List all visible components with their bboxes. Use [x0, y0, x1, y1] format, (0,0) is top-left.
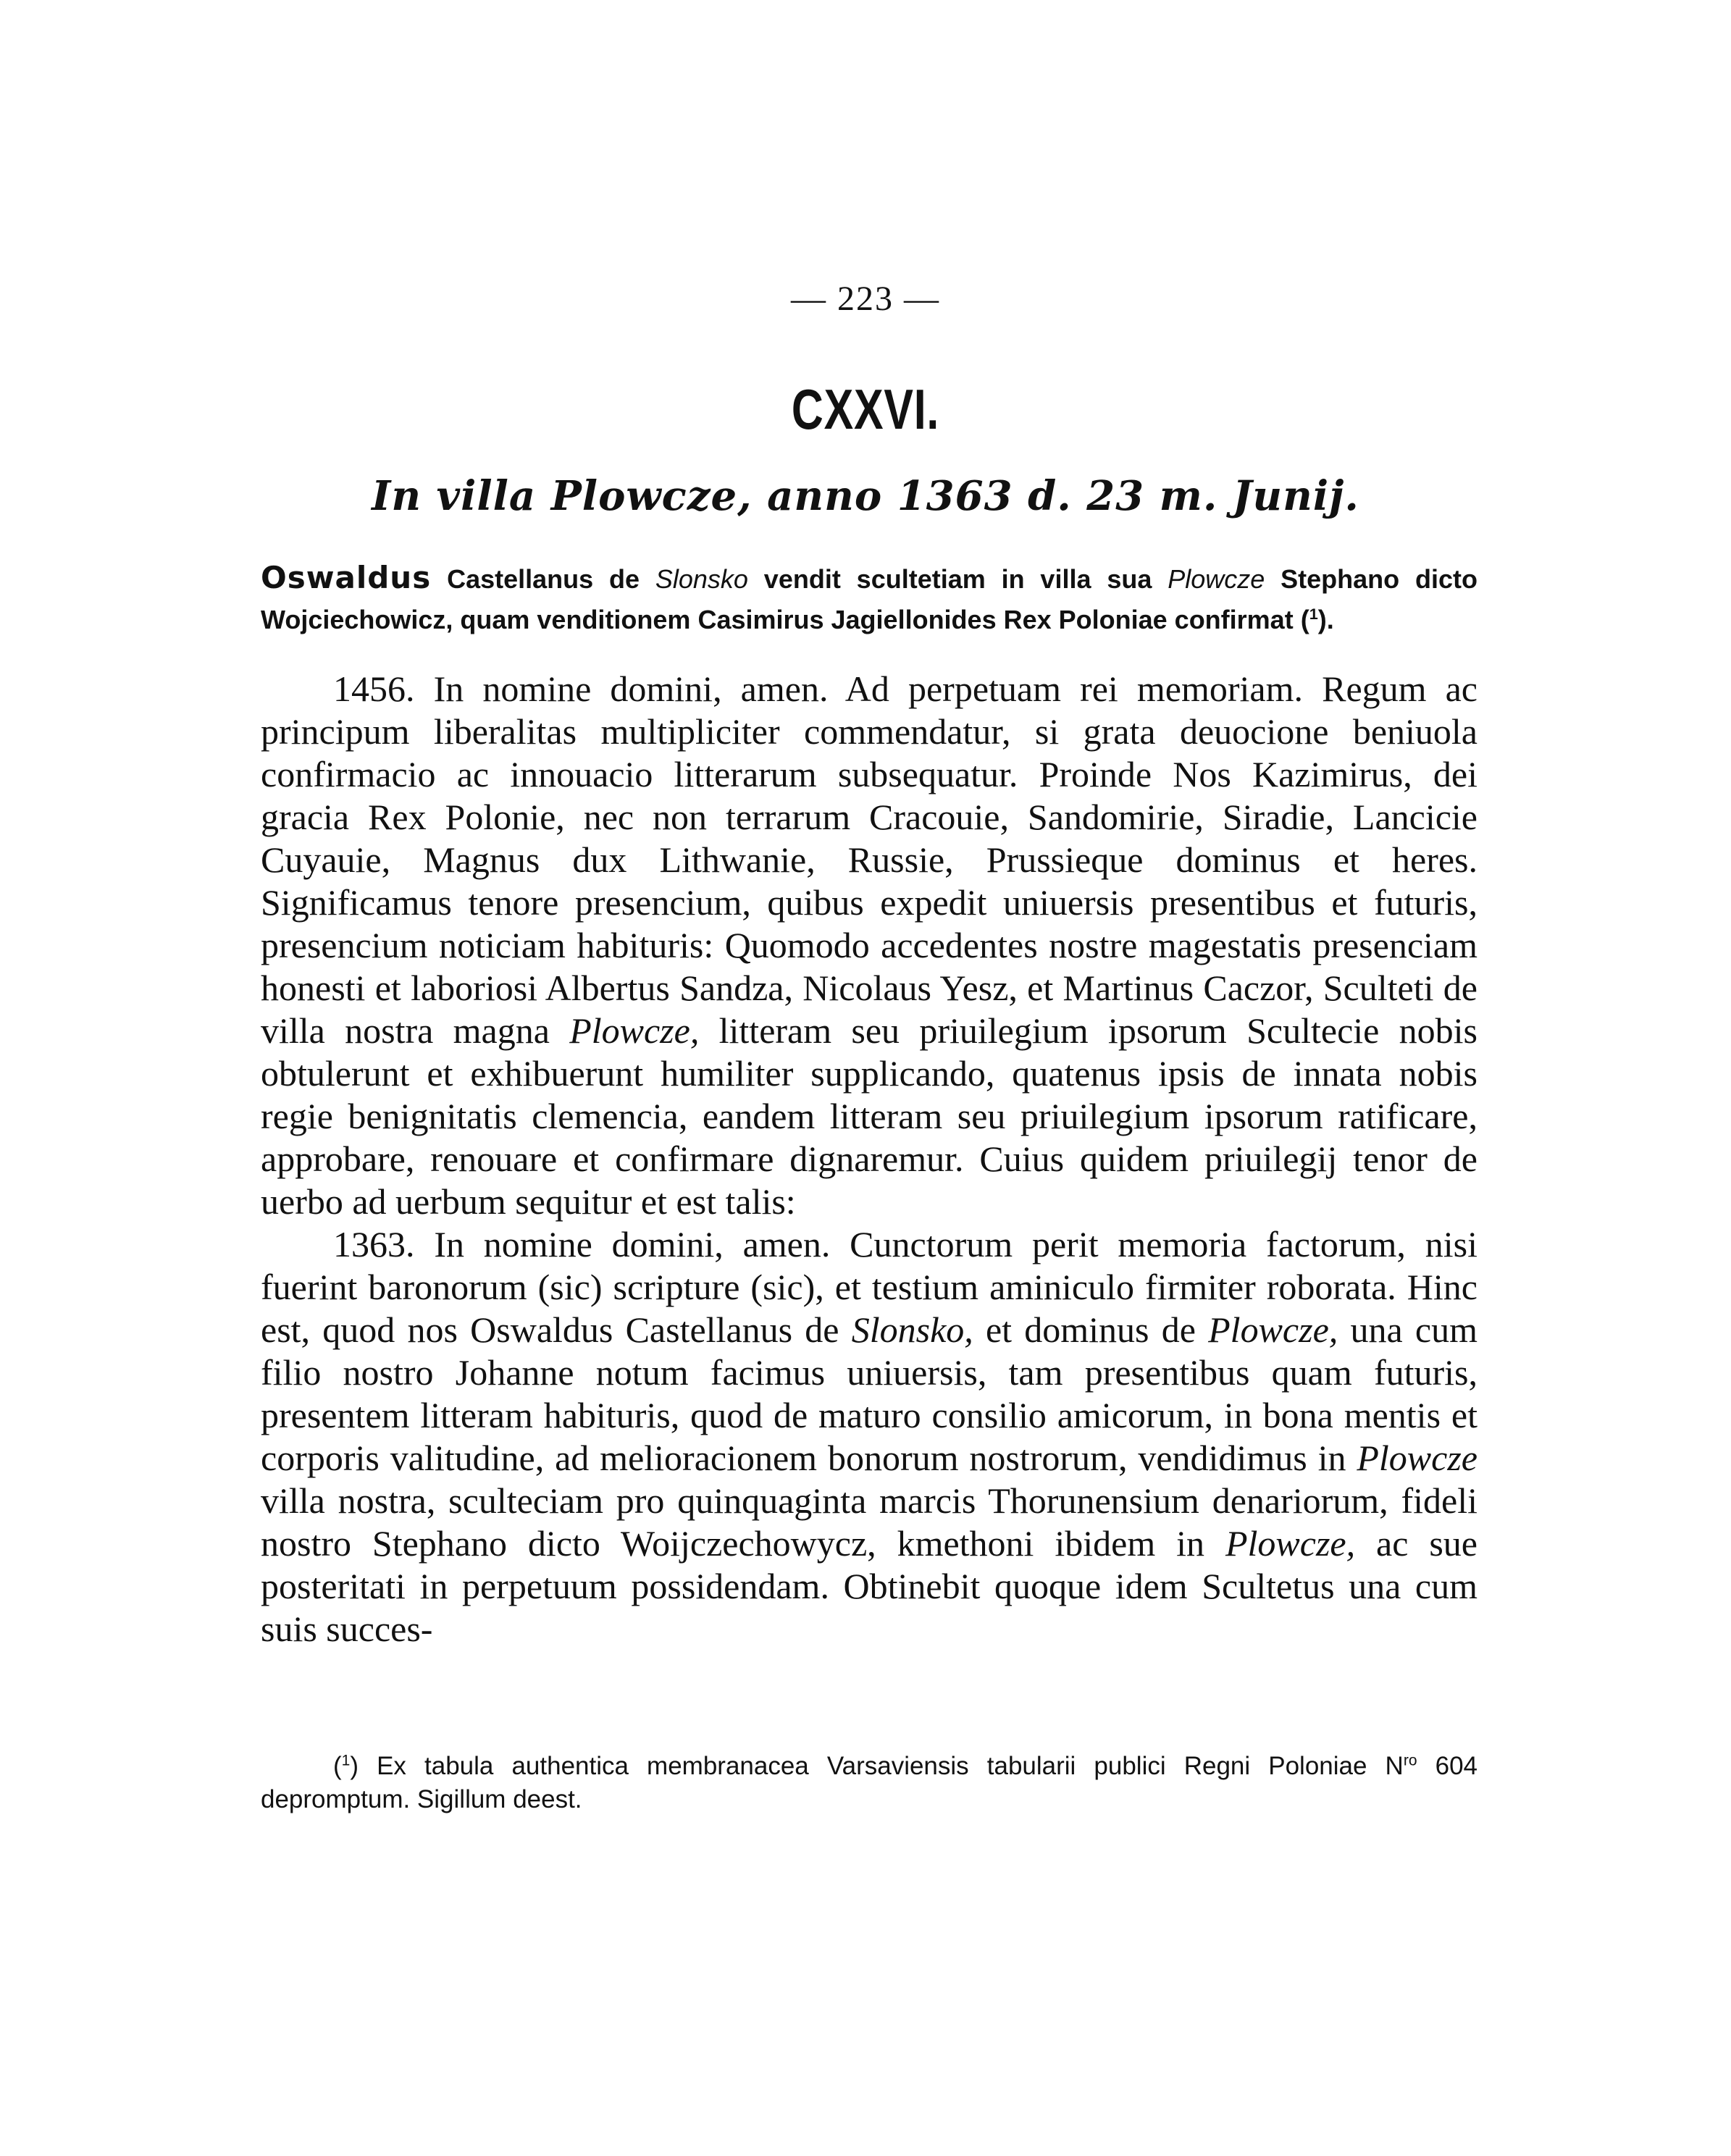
summary-lead: Oswaldus [261, 560, 432, 595]
document-summary [261, 558, 1478, 640]
place-name: Plowcze, [1208, 1309, 1338, 1350]
footnote-superscript: ro [1403, 1752, 1417, 1769]
footnote-reference: 1 [1309, 605, 1318, 623]
place-name: Plowcze [1168, 564, 1265, 594]
paragraph-text: 1456. In nomine domini, amen. Ad perpetuam rei memoriam. Regum ac principum liberalitas multipliciter commendatur, si grata deuocione beniuola confirmacio ac innouacio litterarum subsequatur. Proinde Nos Kazimirus, dei gracia Rex Polonie, nec non terrarum Cracouie, Sandomirie, Siradie, Lancicie Cuyauie, Magnus dux Lithwanie, Russie, Prussieque dominus et heres. Significamus tenore presencium, quibus expedit uniuersis presentibus et futuris, presencium noticiam habituris: Quomodo accedentes nostre magestatis presenciam honesti et laboriosi Albertus Sandza, Nicolaus Yesz, et Martinus Caczor, Sculteti de villa nostra magna [261, 668, 1478, 1051]
summary-text: Castellanus de [431, 564, 655, 594]
paragraph-text: villa nostra, sculteciam pro quinquaginta marcis Thorunensium denariorum, fideli nostro Stephano dicto Woijczechowycz, kmethoni ibidem in [261, 1480, 1478, 1564]
place-name: Slonsko [655, 564, 748, 594]
paragraph-text: una cum filio nostro Johanne notum facimus uniuersis, tam presentibus quam futuris, presentem litteram habituris, quod de maturo consilio amicorum, in bona mentis et corporis valitudine, ad melioracionem bonorum nostrorum, vendidimus in [261, 1309, 1478, 1478]
footnote: ($^1$) Ex tabula authentica membranacea Varsaviensis tabularii publici Regni Poloniae $N^{ro}$ 604 depromptum. Sigillum deest. [261, 1752, 1478, 1813]
document-heading: In villa Plowcze, anno 1363 d. 23 m. Junij. [372, 472, 1359, 520]
summary-text: Stephano dicto Wojciechowicz, quam venditionem Casimirus Jagiellonides Rex Poloniae confirmat ( [261, 564, 1478, 634]
document-number: CXXVI. [791, 377, 940, 441]
place-name: Plowcze, [569, 1010, 700, 1051]
paragraph-confirmation [261, 668, 1478, 1223]
footnote-text: 604 depromptum. Sigillum deest. [261, 1752, 1478, 1813]
paragraph-text: ac sue posteritati in perpetuum possidendam. Obtinebit quoque idem Scultetus una cum suis succes- [261, 1523, 1478, 1649]
summary-text: vendit scultetiam in villa sua [747, 564, 1168, 594]
summary-text: ). [1317, 605, 1334, 634]
document-body [261, 668, 1478, 1650]
footnote-text: Ex tabula authentica membranacea Varsaviensis tabularii publici Regni Poloniae N [359, 1752, 1404, 1780]
place-name: Plowcze, [1225, 1523, 1356, 1564]
paragraph-text: et dominus de [973, 1309, 1209, 1350]
page-number: — 223 — [791, 280, 940, 318]
paragraph-text: litteram seu priuilegium ipsorum Scultecie nobis obtulerunt et exhibuerunt humiliter supplicando, quatenus ipsis de innata nobis regie benignitatis clemencia, eandem litteram seu priuilegium ipsorum ratificare, approbare, renouare et confirmare dignaremur. Cuius quidem priuilegij tenor de uerbo ad uerbum sequitur et est talis: [261, 1010, 1478, 1222]
place-name: Plowcze [1357, 1438, 1478, 1478]
paragraph-privilege [261, 1223, 1478, 1650]
footnote-mark: 1 [341, 1752, 351, 1769]
place-name: Slonsko, [851, 1309, 973, 1350]
paragraph-text: 1363. In nomine domini, amen. Cunctorum perit memoria factorum, nisi fuerint baronorum (sic) scripture (sic), et testium aminiculo firmiter roborata. Hinc est, quod nos Oswaldus Castellanus de [261, 1224, 1478, 1350]
